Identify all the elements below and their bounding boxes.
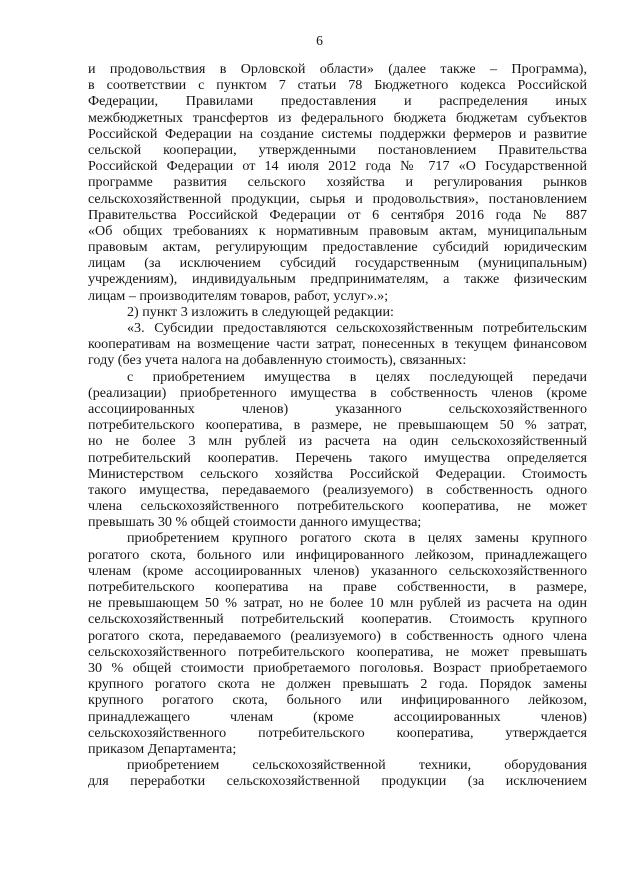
text-line: ассоциированных членов) указанного сельскохозяйственного (88, 400, 587, 417)
text-line: году (без учета налога на добавленную стоимость), связанных: (88, 352, 467, 369)
text-line: но не более 3 млн рублей из расчета на один сельскохозяйственный (88, 433, 587, 450)
text-line: сельскохозяйственный потребительский кооператив. Стоимость крупного (88, 611, 587, 628)
text-line: Федерации, Правилами предоставления и распределения иных (88, 93, 587, 110)
text-line: такого имущества, передаваемого (реализуемого) в собственность одного (88, 481, 587, 498)
text-line: крупного рогатого скота не должен превышать 2 года. Порядок замены (88, 676, 587, 693)
text-line: «3. Субсидии предоставляются сельскохозяйственным потребительским (127, 320, 587, 336)
text-line: межбюджетных трансфертов из федерального бюджета бюджетам субъектов (88, 109, 587, 126)
text-line: и продовольствия в Орловской области» (далее также – Программа), (88, 61, 587, 77)
text-line: членам (кроме ассоциированных членов) указанного сельскохозяйственного (88, 562, 587, 579)
text-line: Российской Федерации от 14 июля 2012 года № 717 «О Государственной (88, 158, 587, 175)
text-line: приказом Департамента; (88, 740, 237, 757)
text-line: превышать 30 % общей стоимости данного имущества; (88, 514, 422, 531)
text-line: сельскохозяйственной продукции, сырья и продовольствия», постановлением (88, 190, 587, 207)
text-line: лицам – производителям товаров, работ, услуг».»; (88, 287, 389, 304)
text-line: Российской Федерации на создание системы поддержки фермеров и развитие (88, 125, 587, 142)
text-line: приобретением сельскохозяйственной техники, оборудования (127, 757, 587, 774)
text-line: потребительского кооператива, в размере, не превышающем 50 % затрат, (88, 417, 587, 434)
text-line: сельскохозяйственного потребительского кооператива, не может превышать (88, 643, 587, 660)
text-line: Министерством сельского хозяйства Российской Федерации. Стоимость (88, 465, 587, 482)
text-line: потребительского кооператива на праве собственности, в размере, (88, 579, 587, 595)
text-line: рогатого скота, больного или инфицированного лейкозом, принадлежащего (88, 546, 587, 563)
document-body (88, 61, 587, 789)
text-line: с приобретением имущества в целях последующей передачи (127, 368, 587, 385)
text-line: рогатого скота, передаваемого (реализуемого) в собственность одного члена (88, 627, 587, 644)
text-line: потребительский кооператив. Перечень такого имущества определяется (88, 449, 587, 466)
text-line: 2) пункт 3 изложить в следующей редакции: (127, 303, 394, 320)
text-line: (реализации) приобретенного имущества в собственность членов (кроме (88, 384, 587, 401)
text-line: «Об общих требованиях к нормативным правовым актам, муниципальным (88, 222, 587, 239)
text-line: принадлежащего членам (кроме ассоциированных членов) (88, 708, 587, 725)
text-line: 30 % общей стоимости приобретаемого поголовья. Возраст приобретаемого (88, 659, 587, 676)
text-line: кооперативам на возмещение части затрат, понесенных в текущем финансовом (88, 336, 587, 353)
text-line: учреждениям), индивидуальным предпринимателям, а также физическим (88, 271, 587, 288)
text-line: Правительства Российской Федерации от 6 сентября 2016 года № 887 (88, 206, 587, 223)
text-line: правовым актам, регулирующим предоставление субсидий юридическим (88, 239, 587, 256)
text-line: члена сельскохозяйственного потребительского кооператива, не может (88, 498, 587, 515)
text-line: в соответствии с пунктом 7 статьи 78 Бюджетного кодекса Российской (88, 77, 587, 94)
text-line: лицам (за исключением субсидий государственным (муниципальным) (88, 255, 587, 272)
text-line: крупного рогатого скота, больного или инфицированного лейкозом, (88, 692, 587, 709)
text-line: приобретением крупного рогатого скота в целях замены крупного (127, 530, 587, 547)
text-line: сельскохозяйственного потребительского кооператива, утверждается (88, 724, 587, 741)
text-line: программе развития сельского хозяйства и регулирования рынков (88, 174, 587, 191)
text-line: не превышающем 50 % затрат, но не более 10 млн рублей из расчета на один (88, 595, 587, 612)
text-line: сельской кооперации, утвержденными постановлением Правительства (88, 141, 587, 158)
text-line: для переработки сельскохозяйственной продукции (за исключением (88, 773, 587, 790)
page-number: 6 (316, 33, 323, 48)
